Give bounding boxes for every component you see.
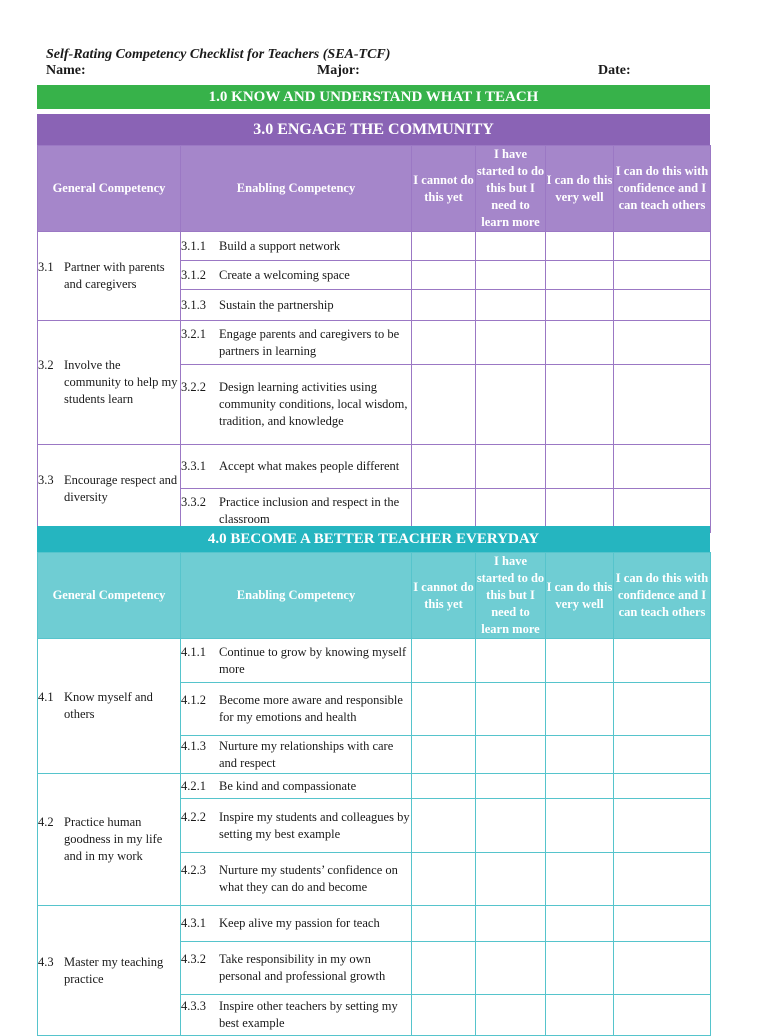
rating-cell-2[interactable]: [476, 906, 546, 942]
rating-cell-1[interactable]: [412, 995, 476, 1036]
rating-cell-1[interactable]: [412, 853, 476, 906]
rating-cell-3[interactable]: [546, 774, 614, 799]
major-label: Major:: [317, 63, 360, 78]
enabling-competency: 4.1.3 Nurture my relationships with care and respect: [181, 736, 412, 774]
table-row: [38, 321, 711, 365]
rating-cell-4[interactable]: [614, 683, 711, 736]
rating-cell-4[interactable]: [614, 942, 711, 995]
rating-cell-1[interactable]: [412, 683, 476, 736]
rating-cell-3[interactable]: [546, 736, 614, 774]
rating-cell-4[interactable]: [614, 321, 711, 365]
document-title: Self-Rating Competency Checklist for Teachers (SEA-TCF): [46, 47, 391, 62]
general-competency: 3.1 Partner with parents and caregivers: [38, 232, 181, 321]
table-row: [38, 639, 711, 683]
table-row: [38, 906, 711, 942]
enabling-competency: 4.3.2 Take responsibility in my own personal and professional growth: [181, 942, 412, 995]
enabling-competency: 4.3.1 Keep alive my passion for teach: [181, 906, 412, 942]
rating-cell-1[interactable]: [412, 942, 476, 995]
header-general: General Competency: [38, 553, 181, 639]
rating-cell-1[interactable]: [412, 290, 476, 321]
meta-row: [46, 63, 706, 79]
rating-cell-2[interactable]: [476, 639, 546, 683]
enabling-competency: 4.3.3 Inspire other teachers by setting my best example: [181, 995, 412, 1036]
rating-cell-4[interactable]: [614, 232, 711, 261]
rating-cell-2[interactable]: [476, 942, 546, 995]
rating-cell-1[interactable]: [412, 445, 476, 489]
rating-cell-1[interactable]: [412, 799, 476, 853]
rating-cell-3[interactable]: [546, 290, 614, 321]
section-3-title: 3.0 ENGAGE THE COMMUNITY: [37, 114, 710, 145]
rating-cell-2[interactable]: [476, 321, 546, 365]
enabling-competency: 4.2.3 Nurture my students’ confidence on what they can do and become: [181, 853, 412, 906]
table-header-row: [38, 553, 711, 639]
rating-cell-2[interactable]: [476, 290, 546, 321]
section-1-title: 1.0 KNOW AND UNDERSTAND WHAT I TEACH: [37, 85, 710, 109]
enabling-competency: 4.2.2 Inspire my students and colleagues by setting my best example: [181, 799, 412, 853]
rating-cell-3[interactable]: [546, 232, 614, 261]
header-rating-3: I can do this very well: [546, 553, 614, 639]
rating-cell-2[interactable]: [476, 774, 546, 799]
rating-cell-4[interactable]: [614, 853, 711, 906]
rating-cell-2[interactable]: [476, 853, 546, 906]
enabling-competency: 3.3.1 Accept what makes people different: [181, 445, 412, 489]
rating-cell-3[interactable]: [546, 261, 614, 290]
header-rating-4: I can do this with confidence and I can teach others: [614, 553, 711, 639]
enabling-competency: 3.2.1 Engage parents and caregivers to be partners in learning: [181, 321, 412, 365]
rating-cell-2[interactable]: [476, 683, 546, 736]
rating-cell-1[interactable]: [412, 365, 476, 445]
rating-cell-4[interactable]: [614, 736, 711, 774]
section-4-title: 4.0 BECOME A BETTER TEACHER EVERYDAY: [37, 526, 710, 552]
section-4-table: [37, 552, 711, 1036]
header-enabling: Enabling Competency: [181, 553, 412, 639]
rating-cell-3[interactable]: [546, 365, 614, 445]
document-header: [46, 47, 706, 79]
header-rating-3: I can do this very well: [546, 146, 614, 232]
rating-cell-1[interactable]: [412, 261, 476, 290]
rating-cell-4[interactable]: [614, 365, 711, 445]
enabling-competency: 4.1.1 Continue to grow by knowing myself more: [181, 639, 412, 683]
header-enabling: Enabling Competency: [181, 146, 412, 232]
rating-cell-2[interactable]: [476, 365, 546, 445]
rating-cell-3[interactable]: [546, 445, 614, 489]
general-competency: 3.2 Involve the community to help my students learn: [38, 321, 181, 445]
enabling-competency: 3.1.2 Create a welcoming space: [181, 261, 412, 290]
rating-cell-2[interactable]: [476, 799, 546, 853]
header-general: General Competency: [38, 146, 181, 232]
rating-cell-2[interactable]: [476, 736, 546, 774]
name-label: Name:: [46, 63, 86, 78]
enabling-competency: 4.1.2 Become more aware and responsible for my emotions and health: [181, 683, 412, 736]
header-rating-4: I can do this with confidence and I can teach others: [614, 146, 711, 232]
rating-cell-3[interactable]: [546, 942, 614, 995]
rating-cell-3[interactable]: [546, 639, 614, 683]
rating-cell-3[interactable]: [546, 683, 614, 736]
rating-cell-4[interactable]: [614, 995, 711, 1036]
enabling-competency: 3.1.1 Build a support network: [181, 232, 412, 261]
rating-cell-1[interactable]: [412, 232, 476, 261]
rating-cell-3[interactable]: [546, 799, 614, 853]
date-label: Date:: [598, 63, 631, 78]
table-row: [38, 232, 711, 261]
rating-cell-4[interactable]: [614, 639, 711, 683]
rating-cell-2[interactable]: [476, 995, 546, 1036]
rating-cell-4[interactable]: [614, 261, 711, 290]
rating-cell-3[interactable]: [546, 853, 614, 906]
rating-cell-1[interactable]: [412, 736, 476, 774]
rating-cell-2[interactable]: [476, 261, 546, 290]
section-3-table: [37, 145, 711, 533]
table-row: [38, 445, 711, 489]
general-competency: 3.3 Encourage respect and diversity: [38, 445, 181, 533]
enabling-competency: 3.1.3 Sustain the partnership: [181, 290, 412, 321]
header-rating-1: I cannot do this yet: [412, 553, 476, 639]
rating-cell-1[interactable]: [412, 639, 476, 683]
rating-cell-3[interactable]: [546, 321, 614, 365]
header-rating-2: I have started to do this but I need to learn more: [476, 553, 546, 639]
rating-cell-2[interactable]: [476, 445, 546, 489]
enabling-competency: 4.2.1 Be kind and compassionate: [181, 774, 412, 799]
rating-cell-2[interactable]: [476, 232, 546, 261]
rating-cell-4[interactable]: [614, 906, 711, 942]
enabling-competency: 3.3.2 Practice inclusion and respect in the classroom: [181, 489, 412, 533]
header-rating-2: I have started to do this but I need to learn more: [476, 146, 546, 232]
rating-cell-4[interactable]: [614, 445, 711, 489]
table-header-row: [38, 146, 711, 232]
rating-cell-3[interactable]: [546, 906, 614, 942]
general-competency: 4.2 Practice human goodness in my life and in my work: [38, 774, 181, 906]
general-competency: 4.1 Know myself and others: [38, 639, 181, 774]
rating-cell-4[interactable]: [614, 290, 711, 321]
general-competency: 4.3 Master my teaching practice: [38, 906, 181, 1036]
table-row: [38, 774, 711, 799]
rating-cell-1[interactable]: [412, 906, 476, 942]
header-rating-1: I cannot do this yet: [412, 146, 476, 232]
rating-cell-1[interactable]: [412, 774, 476, 799]
rating-cell-3[interactable]: [546, 995, 614, 1036]
rating-cell-1[interactable]: [412, 321, 476, 365]
rating-cell-4[interactable]: [614, 774, 711, 799]
rating-cell-4[interactable]: [614, 799, 711, 853]
enabling-competency: 3.2.2 Design learning activities using community conditions, local wisdom, tradition, and knowledge: [181, 365, 412, 445]
